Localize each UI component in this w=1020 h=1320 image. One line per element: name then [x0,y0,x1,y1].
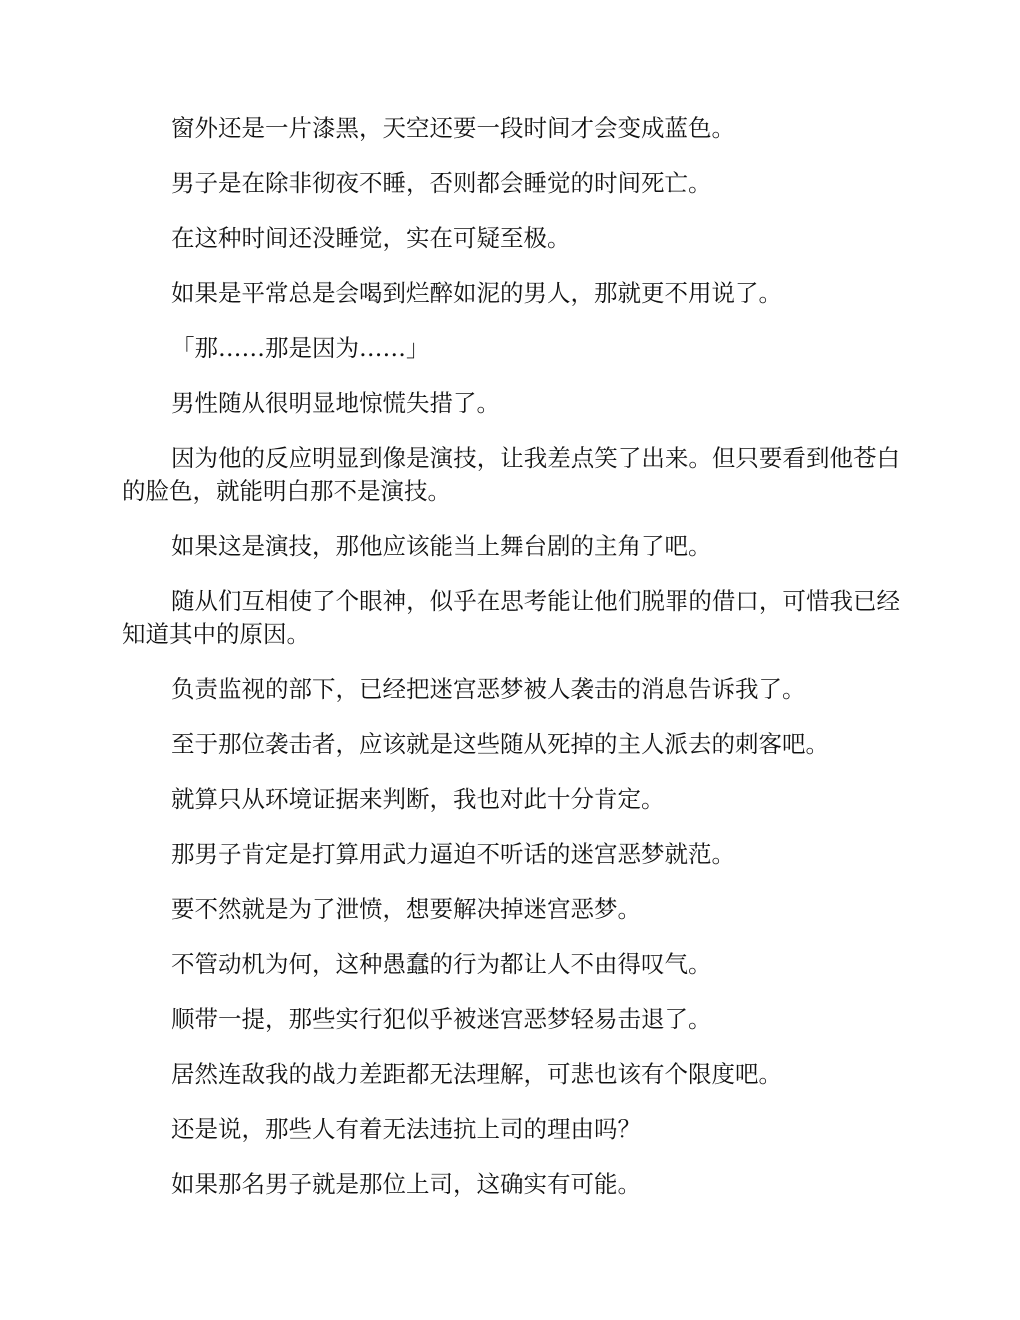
paragraph: 顺带一提，那些实行犯似乎被迷宫恶梦轻易击退了。 [171,1005,712,1033]
paragraph: 因为他的反应明显到像是演技，让我差点笑了出来。但只要看到他苍白的脸色，就能明白那不是演技。 [122,444,900,505]
paragraph: 如果那名男子就是那位上司，这确实有可能。 [171,1170,641,1198]
paragraph: 不管动机为何，这种愚蠢的行为都让人不由得叹气。 [171,950,712,978]
paragraph: 如果是平常总是会喝到烂醉如泥的男人，那就更不用说了。 [171,279,782,307]
paragraph: 如果这是演技，那他应该能当上舞台剧的主角了吧。 [171,532,712,560]
paragraph: 在这种时间还没睡觉，实在可疑至极。 [171,224,571,252]
paragraph: 随从们互相使了个眼神，似乎在思考能让他们脱罪的借口，可惜我已经知道其中的原因。 [122,587,900,648]
dialogue-paragraph: 「那……那是因为……」 [171,334,430,362]
paragraph: 男性随从很明显地惊慌失措了。 [171,389,500,417]
paragraph: 至于那位袭击者，应该就是这些随从死掉的主人派去的刺客吧。 [171,730,829,758]
paragraph: 还是说，那些人有着无法违抗上司的理由吗？ [171,1115,641,1143]
paragraph: 那男子肯定是打算用武力逼迫不听话的迷宫恶梦就范。 [171,840,735,868]
document-page [122,112,900,1223]
paragraph: 负责监视的部下，已经把迷宫恶梦被人袭击的消息告诉我了。 [171,675,806,703]
paragraph: 男子是在除非彻夜不睡，否则都会睡觉的时间死亡。 [171,169,712,197]
paragraph: 要不然就是为了泄愤，想要解决掉迷宫恶梦。 [171,895,641,923]
paragraph: 窗外还是一片漆黑，天空还要一段时间才会变成蓝色。 [171,114,735,142]
paragraph: 居然连敌我的战力差距都无法理解，可悲也该有个限度吧。 [171,1060,782,1088]
paragraph: 就算只从环境证据来判断，我也对此十分肯定。 [171,785,665,813]
